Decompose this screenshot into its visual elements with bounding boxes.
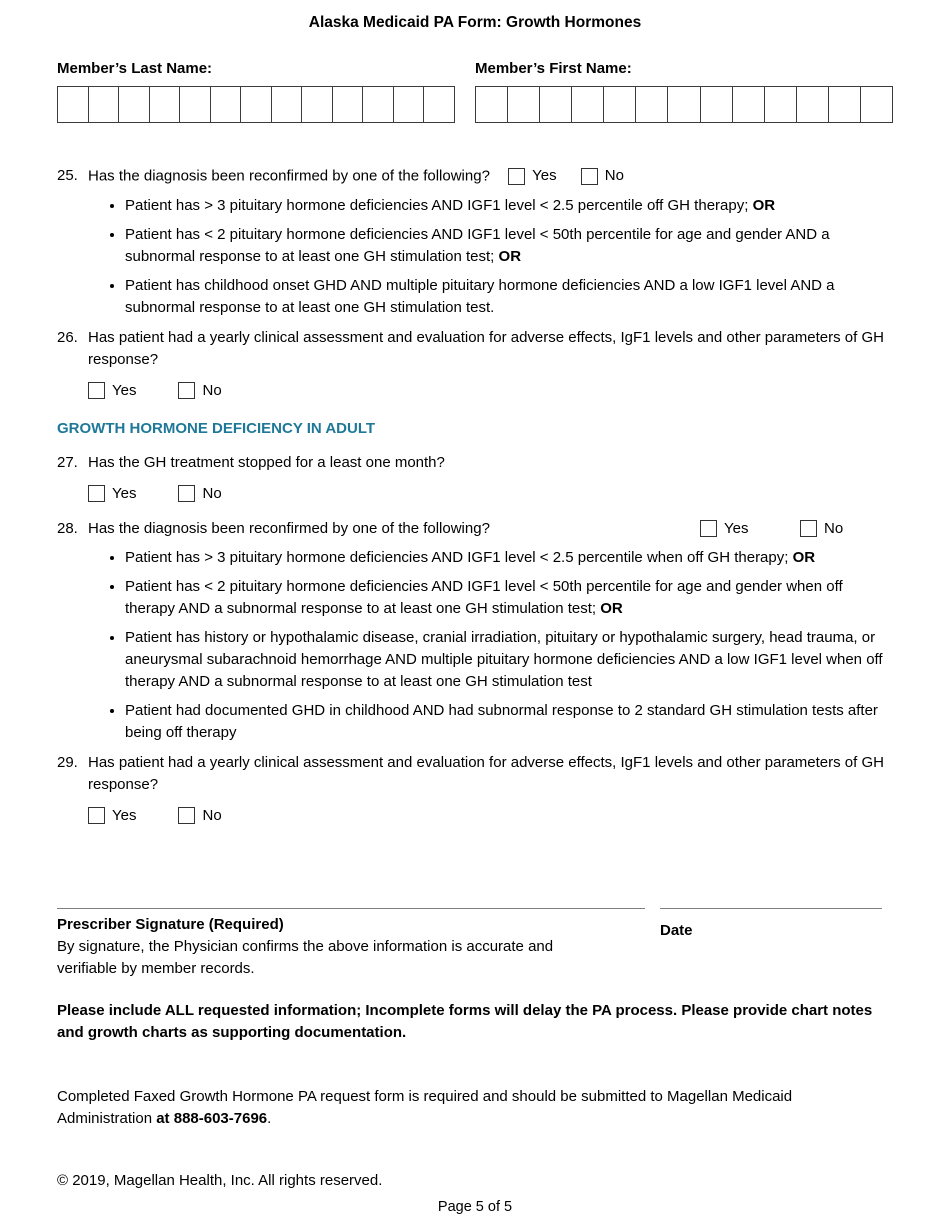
fax-instruction: [57, 1086, 857, 1130]
q28-no-option[interactable]: [800, 518, 843, 540]
char-cell[interactable]: [860, 86, 893, 123]
q27-no-checkbox[interactable]: [178, 485, 195, 502]
bullet-text: Patient had documented GHD in childhood AND had subnormal response to 2 standard GH stimulation tests after being off therapy: [125, 701, 878, 741]
bullet-text: Patient has < 2 pituitary hormone deficiencies AND IGF1 level < 50th percentile for age and gender AND a subnormal response to at least one GH stimulation test;: [125, 225, 830, 265]
question-25-number: 25.: [57, 167, 78, 184]
char-cell[interactable]: [700, 86, 733, 123]
prescriber-signature-label: Prescriber Signature (Required): [57, 916, 284, 933]
question-29-label: Has patient had a yearly clinical assessment and evaluation for adverse effects, IgF1 levels and other parameters of GH response?: [88, 753, 884, 793]
bullet-bold: OR: [498, 247, 522, 265]
bottom-section: [57, 908, 893, 1192]
char-cell[interactable]: [301, 86, 333, 123]
member-last-name-label: Member’s Last Name:: [57, 60, 213, 77]
q28-no-label: No: [824, 519, 844, 537]
date-label: Date: [660, 922, 693, 939]
char-cell[interactable]: [635, 86, 668, 123]
char-cell[interactable]: [57, 86, 89, 123]
question-27: [57, 452, 893, 474]
q27-no-option[interactable]: [178, 483, 221, 505]
char-cell[interactable]: [240, 86, 272, 123]
question-25-text: [88, 165, 893, 188]
char-cell[interactable]: [539, 86, 572, 123]
page-number: Page 5 of 5: [437, 1199, 513, 1215]
question-28: [57, 518, 893, 540]
char-cell[interactable]: [210, 86, 242, 123]
member-first-name-label: Member’s First Name:: [475, 60, 632, 77]
q27-yes-checkbox[interactable]: [88, 485, 105, 502]
bullet-bold: OR: [752, 196, 776, 214]
question-29: [57, 752, 893, 796]
q29-yes-option[interactable]: [88, 805, 136, 827]
copyright: © 2019, Magellan Health, Inc. All rights reserved.: [57, 1172, 383, 1189]
q25-yes-option[interactable]: [508, 165, 556, 187]
question-29-number: 29.: [57, 753, 78, 771]
prescriber-signature-area[interactable]: [57, 908, 645, 980]
q29-no-label: No: [202, 806, 222, 824]
member-last-name-boxes: [57, 86, 455, 123]
q28-bullet-1: [125, 547, 893, 569]
bullet-text: Patient has > 3 pituitary hormone deficiencies AND IGF1 level < 2.5 percentile off GH therapy;: [125, 196, 753, 214]
char-cell[interactable]: [732, 86, 765, 123]
question-27-label: Has the GH treatment stopped for a least one month?: [88, 453, 445, 471]
char-cell[interactable]: [332, 86, 364, 123]
question-28-bullets: [57, 547, 893, 744]
char-cell[interactable]: [149, 86, 181, 123]
member-first-name-field: [475, 58, 893, 123]
char-cell[interactable]: [475, 86, 508, 123]
q25-bullet-3: [125, 275, 893, 319]
char-cell[interactable]: [507, 86, 540, 123]
fax-number: at 888-603-7696: [156, 1110, 268, 1127]
q28-bullet-4: [125, 700, 893, 744]
question-25-label: Has the diagnosis been reconfirmed by one of the following?: [88, 167, 490, 185]
char-cell[interactable]: [764, 86, 797, 123]
char-cell[interactable]: [796, 86, 829, 123]
q28-yes-option[interactable]: [700, 518, 748, 540]
q28-yes-label: Yes: [724, 519, 749, 537]
question-26-number: 26.: [57, 328, 78, 346]
q27-yes-label: Yes: [112, 484, 137, 502]
question-29-options: [88, 805, 893, 827]
char-cell[interactable]: [828, 86, 861, 123]
question-25-bullets: [57, 195, 893, 319]
bullet-text: Patient has childhood onset GHD AND multiple pituitary hormone deficiencies AND a low IGF1 level AND a subnormal response to at least one GH stimulation test.: [125, 276, 835, 316]
q26-yes-option[interactable]: [88, 380, 136, 402]
q27-no-label: No: [202, 484, 222, 502]
question-25: [57, 165, 893, 188]
include-all-notice: Please include ALL requested information; Incomplete forms will delay the PA process. Please provide chart notes and growth charts as supporting documentation.: [57, 1002, 873, 1041]
char-cell[interactable]: [393, 86, 425, 123]
q26-no-option[interactable]: [178, 380, 221, 402]
q29-yes-checkbox[interactable]: [88, 807, 105, 824]
fax-period: .: [267, 1110, 272, 1127]
question-26-label: Has patient had a yearly clinical assessment and evaluation for adverse effects, IgF1 levels and other parameters of GH response?: [88, 328, 884, 368]
q25-yes-checkbox[interactable]: [508, 168, 525, 185]
question-27-options: [88, 483, 893, 505]
char-cell[interactable]: [423, 86, 455, 123]
q28-bullet-2: [125, 576, 893, 620]
member-last-name-field: [57, 58, 455, 123]
char-cell[interactable]: [118, 86, 150, 123]
form-title: Alaska Medicaid PA Form: Growth Hormones: [308, 14, 642, 31]
char-cell[interactable]: [179, 86, 211, 123]
char-cell[interactable]: [271, 86, 303, 123]
q26-no-checkbox[interactable]: [178, 382, 195, 399]
question-26-options: [88, 380, 893, 402]
char-cell[interactable]: [667, 86, 700, 123]
prescriber-signature-note: By signature, the Physician confirms the above information is accurate and verifiable by member records.: [57, 938, 554, 977]
bullet-bold: OR: [600, 599, 623, 617]
bullet-bold: OR: [792, 548, 816, 566]
q26-no-label: No: [202, 381, 222, 399]
q29-no-checkbox[interactable]: [178, 807, 195, 824]
char-cell[interactable]: [571, 86, 604, 123]
bullet-text: Patient has > 3 pituitary hormone deficiencies AND IGF1 level < 2.5 percentile when off GH therapy;: [125, 548, 793, 566]
char-cell[interactable]: [88, 86, 120, 123]
question-27-number: 27.: [57, 453, 78, 471]
q28-no-checkbox[interactable]: [800, 520, 817, 537]
question-28-number: 28.: [57, 519, 78, 537]
q28-yes-checkbox[interactable]: [700, 520, 717, 537]
char-cell[interactable]: [362, 86, 394, 123]
q28-bullet-3: [125, 627, 893, 693]
q29-yes-label: Yes: [112, 806, 137, 824]
q25-no-option[interactable]: [581, 165, 624, 187]
bullet-text: Patient has < 2 pituitary hormone deficiencies AND IGF1 level < 50th percentile for age and gender when off therapy AND a subnormal response to at least one GH stimulation test;: [125, 577, 843, 617]
char-cell[interactable]: [603, 86, 636, 123]
member-name-section: [57, 58, 893, 123]
date-area[interactable]: [660, 908, 882, 980]
signature-section: [57, 908, 893, 980]
q26-yes-checkbox[interactable]: [88, 382, 105, 399]
q27-yes-option[interactable]: [88, 483, 136, 505]
q25-yes-label: Yes: [532, 167, 557, 184]
section-heading-adult: GROWTH HORMONE DEFICIENCY IN ADULT: [57, 419, 376, 437]
bullet-text: Patient has history or hypothalamic disease, cranial irradiation, pituitary or hypothalamic surgery, head trauma, or aneurysmal subarachnoid hemorrhage AND multiple pituitary hormone deficiencies AND a low IGF1 level when off therapy AND a subnormal response to at least one GH stimulation test: [125, 628, 883, 690]
q25-bullet-1: [125, 195, 893, 217]
q25-no-checkbox[interactable]: [581, 168, 598, 185]
question-26: [57, 327, 893, 371]
q26-yes-label: Yes: [112, 381, 137, 399]
q29-no-option[interactable]: [178, 805, 221, 827]
q25-bullet-2: [125, 224, 893, 268]
question-28-label: Has the diagnosis been reconfirmed by one of the following?: [88, 519, 490, 537]
fax-text: Completed Faxed Growth Hormone PA request form is required and should be submitted to Magellan Medicaid Administration: [57, 1088, 793, 1127]
q25-no-label: No: [604, 167, 624, 184]
member-first-name-boxes: [475, 86, 893, 123]
